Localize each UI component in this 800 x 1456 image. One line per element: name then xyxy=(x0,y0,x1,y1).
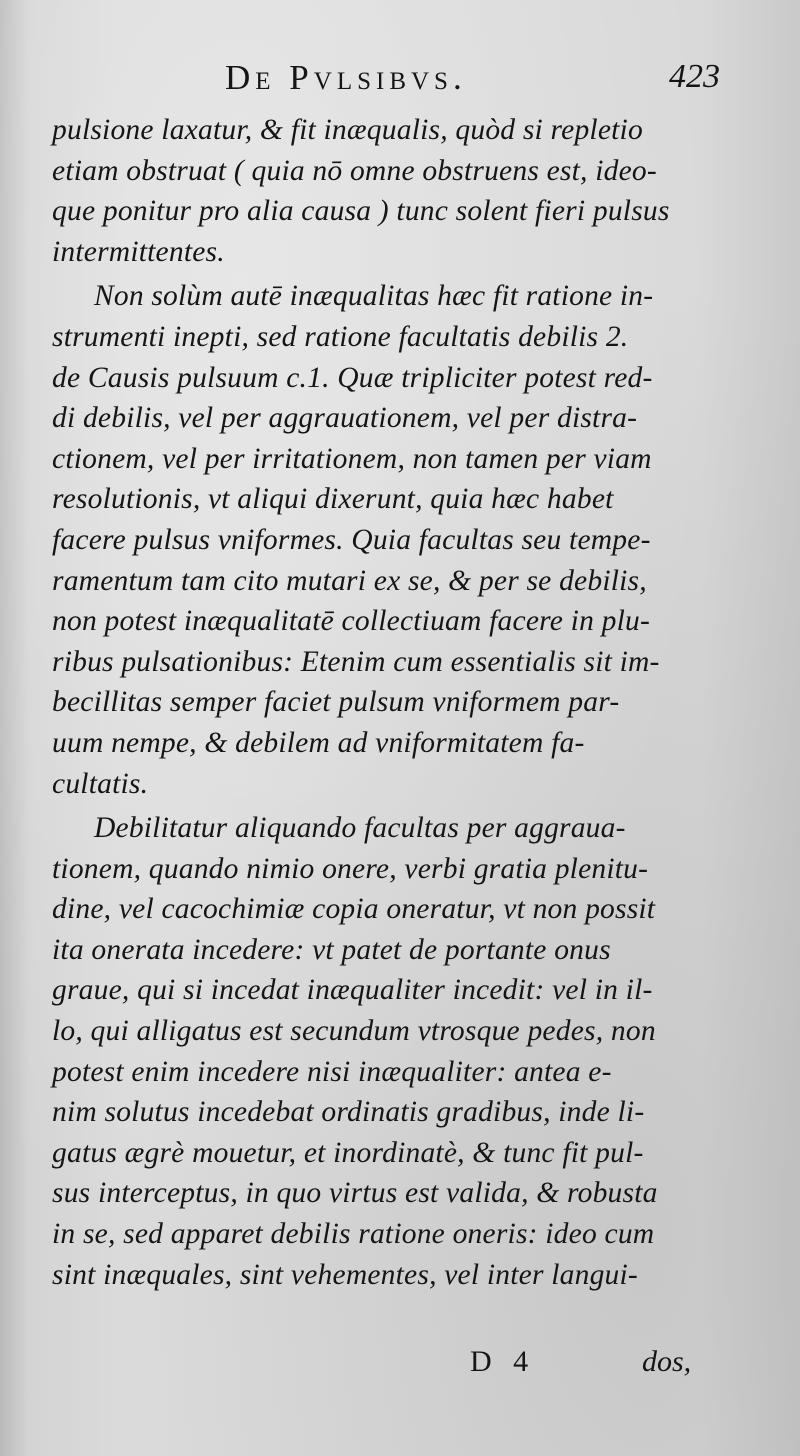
text-line: in se, sed apparet debilis ratione oneris: ideo cum xyxy=(52,1217,655,1251)
text-line: lo, qui alligatus est secundum vtrosque pedes, non xyxy=(52,1014,656,1048)
text-line: graue, qui si incedat inæqualiter incedit: vel in il- xyxy=(52,973,653,1007)
running-head xyxy=(40,58,720,108)
catchword: dos, xyxy=(642,1345,692,1378)
text-line: dine, vel cacochimiæ copia oneratur, vt non possit xyxy=(52,892,656,926)
text-line: sus interceptus, in quo virtus est valida, & robusta xyxy=(52,1176,658,1210)
text-line: becillitas semper faciet pulsum vniformem par- xyxy=(52,685,620,719)
text-line: gatus ægrè mouetur, et inordinatè, & tunc fit pul- xyxy=(52,1135,644,1169)
running-title: De Pvlsibvs. xyxy=(225,58,467,97)
page-number: 423 xyxy=(669,58,720,95)
text-line: non potest inæqualitatē collectiuam facere in plu- xyxy=(52,604,651,638)
text-line: nim solutus incedebat ordinatis gradibus, inde li- xyxy=(52,1095,645,1129)
body-text xyxy=(52,110,712,1295)
text-line: ramentum tam cito mutari ex se, & per se debilis, xyxy=(52,563,647,597)
text-line: pulsione laxatur, & fit inæqualis, quòd si repletio xyxy=(52,113,643,146)
signature-mark: D 4 xyxy=(470,1345,529,1378)
text-line: ribus pulsationibus: Etenim cum essentialis sit im- xyxy=(52,644,660,678)
text-line: potest enim incedere nisi inæqualiter: antea e- xyxy=(52,1054,612,1088)
text-line: que ponitur pro alia causa ) tunc solent fieri pulsus xyxy=(52,194,670,228)
text-line: de Causis pulsuum c.1. Quæ tripliciter potest red- xyxy=(52,360,653,394)
text-line: Non solùm autē inæqualitas hæc fit ratione in- xyxy=(94,279,654,313)
text-line: resolutionis, vt aliqui dixerunt, quia hæc habet xyxy=(52,482,614,516)
text-line: di debilis, vel per aggrauationem, vel per distra- xyxy=(52,401,638,435)
text-line: facere pulsus vniformes. Quia facultas seu tempe- xyxy=(52,522,651,556)
text-line: sint inæquales, sint vehementes, vel inter langui- xyxy=(52,1257,638,1291)
text-line: intermittentes. xyxy=(52,234,225,268)
text-line: Debilitatur aliquando facultas per aggraua- xyxy=(94,811,626,845)
text-line: ita onerata incedere: vt patet de portante onus xyxy=(52,932,611,966)
text-line: cultatis. xyxy=(52,766,149,800)
text-line: etiam obstruat ( quia nō omne obstruens est, ideo- xyxy=(52,153,657,187)
text-line: strumenti inepti, sed ratione facultatis debilis 2. xyxy=(52,319,629,353)
text-line: ctionem, vel per irritationem, non tamen per viam xyxy=(52,441,652,475)
text-line: uum nempe, & debilem ad vniformitatem fa- xyxy=(52,725,585,759)
text-line: tionem, quando nimio onere, verbi gratia plenitu- xyxy=(52,851,649,885)
